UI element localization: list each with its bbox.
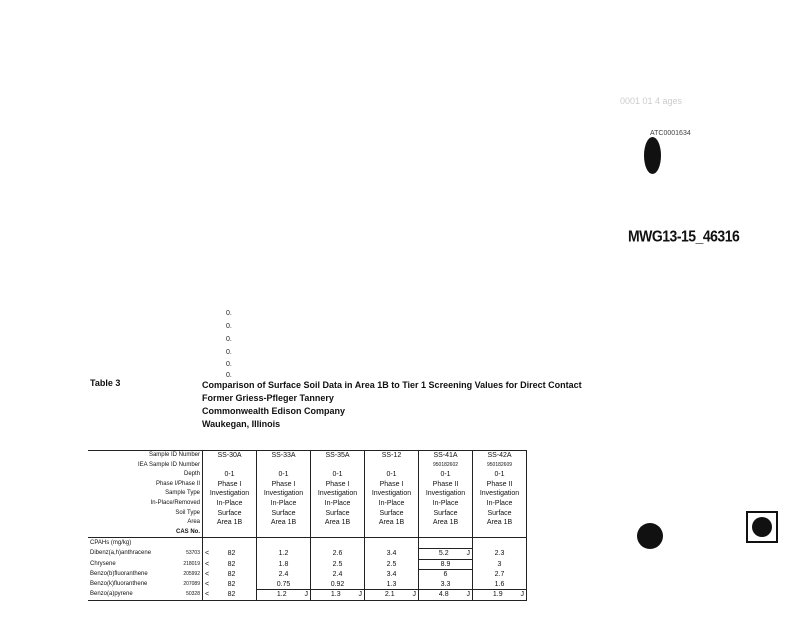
cell: SS-33A [257, 451, 311, 461]
row-label: Depth [183, 471, 200, 478]
cell: SS-42A [473, 451, 527, 461]
cell: SS-41A [419, 451, 473, 461]
cell: 2.5 [365, 559, 419, 570]
nd-flag: < [205, 560, 210, 568]
cell: 1.3 [365, 580, 419, 590]
qualifier: J [466, 591, 470, 599]
stamp-code: ATC0001634 [650, 130, 691, 137]
cell: Phase II [473, 480, 527, 490]
header-row [88, 451, 527, 461]
cell: 4.8 [438, 591, 449, 599]
cell: 82 [227, 591, 236, 599]
cell: SS-35A [311, 451, 365, 461]
cas-number: 53703 [186, 549, 200, 556]
cell [203, 461, 257, 471]
cell: In-Place [473, 499, 527, 509]
nd-flag: < [205, 549, 210, 557]
cell: 82 [227, 560, 236, 568]
cell: 82 [227, 580, 236, 588]
cell: SS-12 [365, 451, 419, 461]
cas-number: 218019 [183, 560, 200, 567]
cell: Investigation [257, 489, 311, 499]
cell: 1.8 [257, 559, 311, 570]
cell: 0-1 [203, 470, 257, 480]
cell: Surface [311, 509, 365, 519]
cell: 3 [473, 559, 527, 570]
analyte-name: Benzo(k)fluoranthene [90, 580, 148, 587]
cell: 6 [419, 570, 473, 580]
table-row [88, 580, 527, 590]
cell: Area 1B [311, 518, 365, 528]
cell: Surface [257, 509, 311, 519]
bates-number: MWG13-15_46316 [628, 227, 740, 245]
cell: 2.4 [311, 570, 365, 580]
cell: 0-1 [419, 470, 473, 480]
cell: 0.92 [311, 580, 365, 590]
cell: 3.4 [365, 548, 419, 559]
cell: 950182602 [419, 461, 473, 471]
zero-mark: 0. [226, 310, 232, 317]
registration-target-icon [746, 511, 778, 543]
stamp-dot [644, 137, 661, 174]
cell: Investigation [419, 489, 473, 499]
qualifier: J [304, 591, 308, 599]
cell: Phase I [311, 480, 365, 490]
row-label: Sample Type [165, 490, 200, 497]
cell: 3.4 [365, 570, 419, 580]
nd-flag: < [205, 580, 210, 588]
header-row [88, 461, 527, 471]
cell: In-Place [365, 499, 419, 509]
cell: 1.9 [492, 591, 503, 599]
cell: Phase II [419, 480, 473, 490]
cell: 950182609 [473, 461, 527, 471]
cell: 2.7 [473, 570, 527, 580]
zero-mark: 0. [226, 349, 232, 356]
analyte-name: Benzo(b)fluoranthene [90, 570, 148, 577]
cell: Investigation [203, 489, 257, 499]
cell: In-Place [257, 499, 311, 509]
cell: In-Place [419, 499, 473, 509]
cell: Investigation [365, 489, 419, 499]
cell: 0-1 [365, 470, 419, 480]
cell: Surface [203, 509, 257, 519]
cell: 3.3 [419, 580, 473, 590]
cell: SS-30A [203, 451, 257, 461]
cell: 2.4 [257, 570, 311, 580]
cell [257, 461, 311, 471]
zero-mark: 0. [226, 372, 232, 379]
section-label: CPAHs (mg/kg) [90, 539, 132, 546]
cell: Surface [419, 509, 473, 519]
soil-data-table [88, 450, 527, 601]
table-subtitle-company: Commonwealth Edison Company [202, 406, 346, 416]
cell: 82 [227, 570, 236, 578]
cell [365, 461, 419, 471]
cell: In-Place [311, 499, 365, 509]
cell: Phase I [365, 480, 419, 490]
row-label: Soil Type [175, 509, 200, 516]
row-label: In-Place/Removed [150, 499, 200, 506]
qualifier: J [412, 591, 416, 599]
cell: Area 1B [203, 518, 257, 528]
cell [311, 461, 365, 471]
header-row [88, 470, 527, 480]
cell: 1.3 [330, 591, 341, 599]
cell: Area 1B [473, 518, 527, 528]
cell: Investigation [311, 489, 365, 499]
cell: Area 1B [365, 518, 419, 528]
cell: In-Place [203, 499, 257, 509]
cell: 2.1 [384, 591, 395, 599]
table-row [88, 570, 527, 580]
cell: Surface [365, 509, 419, 519]
cas-number: 207089 [183, 580, 200, 587]
header-row [88, 480, 527, 490]
section-row [88, 538, 527, 549]
cell: 0-1 [311, 470, 365, 480]
table-row [88, 548, 527, 559]
cell: Area 1B [257, 518, 311, 528]
header-row [88, 499, 527, 509]
cell: Surface [473, 509, 527, 519]
table-subtitle-site: Former Griess-Pfleger Tannery [202, 393, 334, 403]
header-row [88, 518, 527, 528]
cas-number: 50328 [186, 591, 200, 598]
row-label: IEA Sample ID Number [137, 461, 200, 468]
nd-flag: < [205, 591, 210, 599]
table-row [88, 559, 527, 570]
punch-hole-mark [637, 523, 663, 549]
row-label: Sample ID Number [88, 451, 203, 461]
zero-mark: 0. [226, 323, 232, 330]
nd-flag: < [205, 570, 210, 578]
cell: 1.2 [276, 591, 287, 599]
cell: Investigation [473, 489, 527, 499]
table-row [88, 590, 527, 601]
zero-mark: 0. [226, 336, 232, 343]
table-subtitle-location: Waukegan, Illinois [202, 419, 281, 429]
cell: 8.9 [419, 559, 473, 570]
cas-number: 205992 [183, 570, 200, 577]
cell: 0.75 [257, 580, 311, 590]
analyte-name: Chrysene [90, 560, 116, 567]
cell: Phase I [257, 480, 311, 490]
header-row [88, 489, 527, 499]
row-label: Area [187, 519, 200, 526]
cell: Phase I [203, 480, 257, 490]
row-label: Phase I/Phase II [155, 480, 200, 487]
cell: 2.3 [473, 548, 527, 559]
cell: Area 1B [419, 518, 473, 528]
analyte-name: Dibenz(a,h)anthracene [90, 549, 152, 556]
qualifier: J [358, 591, 362, 599]
cell: 2.6 [311, 548, 365, 559]
cell: 1.6 [473, 580, 527, 590]
header-row [88, 509, 527, 519]
cell: 0-1 [473, 470, 527, 480]
cell: 2.5 [311, 559, 365, 570]
cell: 82 [227, 549, 236, 557]
cell: 0-1 [257, 470, 311, 480]
cell: 1.2 [257, 548, 311, 559]
analyte-name: Benzo(a)pyrene [90, 591, 133, 598]
zero-mark: 0. [226, 361, 232, 368]
table-label: Table 3 [90, 378, 121, 388]
cas-header-row [88, 528, 527, 538]
table-title: Comparison of Surface Soil Data in Area 1B to Tier 1 Screening Values for Direct Contact [202, 380, 582, 390]
faint-header-text: 0001 01 4 ages [620, 96, 683, 106]
qualifier: J [466, 549, 470, 557]
cas-label: CAS No. [88, 528, 203, 538]
qualifier: J [520, 591, 524, 599]
cell: 5.2 [438, 549, 449, 557]
